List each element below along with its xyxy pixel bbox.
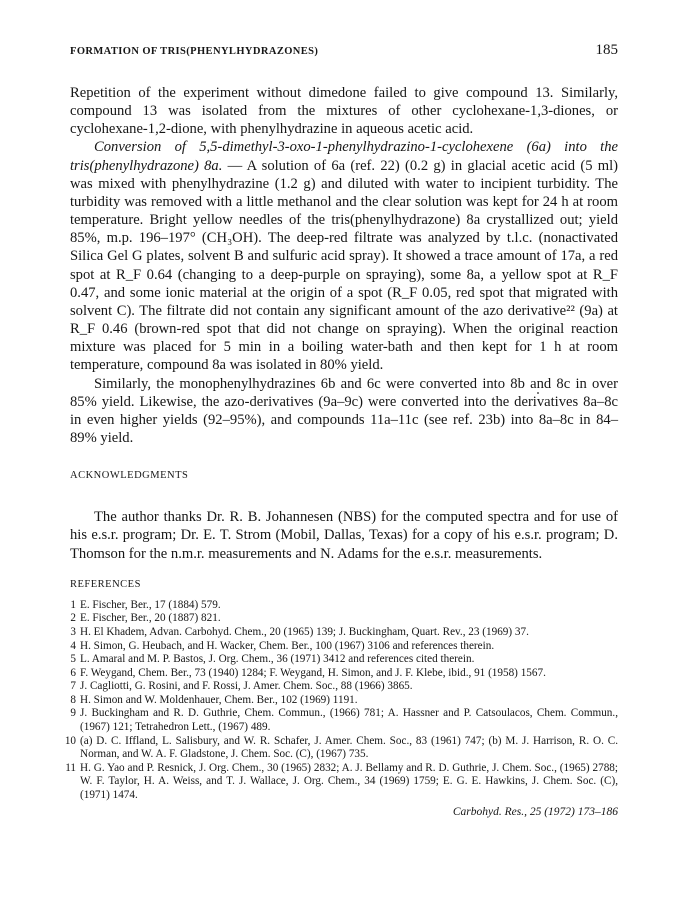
reference-number: 9: [70, 707, 76, 720]
paragraph-3: Similarly, the monophenylhydrazines 6b and 6c were converted into 8b and 8c in over 85% yield. Likewise, the azo-derivatives (9a–9c) were converted into the derivatives 8a–8c in even higher yields (92–95%), and compounds 11a–11c (see ref. 23b) into 8a–8c in 84–89% yield.: [70, 375, 618, 446]
acknowledgments-text: The author thanks Dr. R. B. Johannesen (NBS) for the computed spectra and for use of his e.s.r. program; Dr. E. T. Strom (Mobil, Dallas, Texas) for a copy of his e.s.r. program; D. Thomson for the n.m.r. measurements and N. Adams for the e.s.r. measurements.: [70, 509, 618, 562]
reference-text: H. G. Yao and P. Resnick, J. Org. Chem., 30 (1965) 2832; A. J. Bellamy and R. D. Guthrie, J. Chem. Soc., (1965) 2788; W. F. Taylor, H. A. Weiss, and T. J. Wallace, J. Org. Chem., 34 (1969) 1759; E. G. E. Hawkins, J. Chem. Soc. (C), (1971) 1474.: [80, 761, 618, 802]
references-list: [64, 598, 618, 803]
reference-number: 4: [70, 639, 76, 652]
reference-item: [64, 734, 618, 762]
reference-number: 7: [70, 680, 76, 693]
paragraph-1: Repetition of the experiment without dimedone failed to give compound 13. Similarly, compound 13 was isolated from the mixtures of other cyclohexane-1,3-diones, or cyclohexane-1,2-dione, with phenylhydrazine in aqueous acetic acid.: [70, 85, 618, 138]
reference-item: [70, 626, 618, 640]
acknowledgments-heading: ACKNOWLEDGMENTS: [70, 470, 189, 482]
reference-number: 5: [70, 653, 76, 666]
reference-number: 10: [64, 734, 76, 747]
reference-text: E. Fischer, Ber., 17 (1884) 579.: [80, 598, 221, 611]
reference-text: J. Buckingham and R. D. Guthrie, Chem. Commun., (1966) 781; A. Hassner and P. Catsoulacos, Chem. Commun., (1967) 121; Tetrahedron Lett., (1967) 489.: [80, 707, 618, 734]
reference-text: H. El Khadem, Advan. Carbohyd. Chem., 20 (1965) 139; J. Buckingham, Quart. Rev., 23 (1969) 37.: [80, 625, 529, 638]
reference-item: [70, 707, 618, 734]
page-header: [70, 40, 618, 62]
journal-page: [64, 40, 619, 818]
reference-text: H. Simon, G. Heubach, and H. Wacker, Chem. Ber., 100 (1967) 3106 and references therein.: [80, 639, 495, 652]
reference-item: [70, 667, 618, 681]
reference-number: 8: [70, 693, 76, 706]
reference-item: [70, 694, 618, 708]
reference-item: [70, 640, 618, 654]
reference-item: [70, 680, 618, 694]
reference-item: [70, 599, 618, 613]
reference-text: (a) D. C. Iffland, L. Salisbury, and W. R. Schafer, J. Amer. Chem. Soc., 83 (1961) 747; (b) M. J. Harrison, R. O. C. Norman, and W. A. F. Gladstone, J. Chem. Soc. (C), (1967) 735.: [80, 734, 618, 761]
body-text: [70, 84, 618, 447]
reference-number: 11: [65, 761, 76, 774]
reference-number: 6: [70, 666, 76, 679]
reference-item: [70, 653, 618, 667]
reference-number: 3: [70, 625, 76, 638]
paragraph-2-text: — A solution of 6a (ref. 22) (0.2 g) in glacial acetic acid (5 ml) was mixed with phenylhydrazine (1.2 g) and diluted with water to incipient turbidity. The turbidity was removed with a little methanol and the clear solution was kept for 24 h at room temperature. Bright yellow needles of the tris(phenylhydrazone) 8a crystallized out; yield 85%, m.p. 196–197° (CH₃OH). The deep-red filtrate was analyzed by t.l.c. (nonactivated Silica Gel G plates, solvent B and sulfuric acid spray). It showed a trace amount of 17a, a red spot at R_F 0.64 (changing to a deep-purple on spraying), some 8a, a yellow spot at R_F 0.47, and some ionic material at the origin of a spot (R_F 0.05, red spot that migrated with solvent C). The filtrate did not contain any significant amount of the azo derivative²² (9a) at R_F 0.46 (brown-red spot that did not change on spraying). When the original reaction mixture was placed for 5 min in a boiling water-bath and then kept for 1 h at room temperature, compound 8a was isolated in 80% yield.: [70, 157, 619, 374]
reference-item: [65, 761, 618, 803]
reference-item: [70, 612, 618, 626]
reference-text: L. Amaral and M. P. Bastos, J. Org. Chem., 36 (1971) 3412 and references cited therein.: [80, 653, 475, 666]
paragraph-2: [70, 138, 618, 374]
reference-number: 2: [70, 612, 76, 625]
references-heading: REFERENCES: [70, 578, 141, 590]
reference-text: F. Weygand, Chem. Ber., 73 (1940) 1284; F. Weygand, H. Simon, and J. F. Klebe, ibid., 91 (1958) 1567.: [80, 666, 546, 679]
scan-speck: [537, 392, 539, 394]
journal-footer: Carbohyd. Res., 25 (1972) 173–186: [452, 805, 618, 818]
running-head: FORMATION OF TRIS(PHENYLHYDRAZONES): [70, 46, 319, 57]
paragraph-2-heading: Conversion of 5,5-dimethyl-3-oxo-1-phenylhydrazino-1-cyclohexene (6a) into the tris(phenylhydrazone) 8a.: [70, 139, 618, 174]
reference-text: E. Fischer, Ber., 20 (1887) 821.: [80, 612, 221, 625]
reference-text: H. Simon and W. Moldenhauer, Chem. Ber., 102 (1969) 1191.: [80, 693, 358, 706]
reference-number: 1: [70, 598, 76, 611]
page-number: 185: [595, 42, 618, 58]
reference-text: J. Cagliotti, G. Rosini, and F. Rossi, J. Amer. Chem. Soc., 88 (1966) 3865.: [80, 680, 413, 693]
